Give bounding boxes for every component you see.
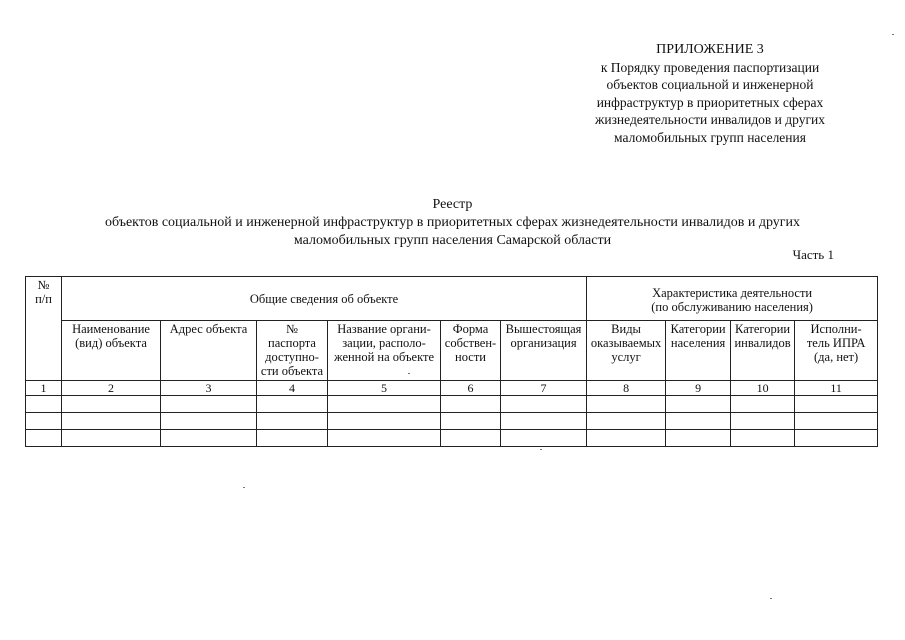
part-label: Часть 1 [792, 247, 834, 262]
scan-speck [540, 449, 542, 450]
table-cell [62, 413, 161, 430]
table-cell [62, 396, 161, 413]
column-header [62, 321, 161, 381]
header-line: инвалидов [734, 336, 791, 350]
column-number: 9 [666, 381, 731, 396]
table-cell [795, 413, 878, 430]
column-number: 1 [26, 381, 62, 396]
header-line: организация [510, 336, 577, 350]
column-number: 7 [501, 381, 587, 396]
column-number: 10 [731, 381, 795, 396]
appendix-line: к Порядку проведения паспортизации [600, 59, 820, 75]
appendix-block [520, 41, 900, 146]
table-cell [257, 430, 328, 447]
table-cell [161, 430, 257, 447]
scan-speck [892, 34, 894, 35]
appendix-line: маломобильных групп населения [614, 129, 806, 145]
table-cell [328, 396, 441, 413]
table-cell [257, 413, 328, 430]
header-line: Вышестоящая [505, 322, 582, 336]
header-line: Форма [452, 322, 489, 336]
header-line: Исполни- [810, 322, 862, 336]
table-cell [161, 413, 257, 430]
column-header [501, 321, 587, 381]
table-cell [441, 396, 501, 413]
table-cell [62, 430, 161, 447]
table-cell [731, 396, 795, 413]
header-line: населения [670, 336, 726, 350]
column-header [441, 321, 501, 381]
group-general-header: Общие сведения об объекте [62, 277, 587, 321]
registry-body [26, 396, 878, 447]
appendix-line: жизнедеятельности инвалидов и других [595, 112, 825, 127]
column-number: 5 [328, 381, 441, 396]
table-cell [328, 413, 441, 430]
table-cell [26, 430, 62, 447]
header-line: Категории [670, 322, 726, 336]
appendix-line: объектов социальной и инженерной [606, 77, 814, 92]
header-line: собствен- [444, 336, 497, 350]
title-line: Реестр [432, 197, 473, 212]
header-line: сти объекта [260, 364, 324, 378]
column-number: 8 [587, 381, 666, 396]
column-number-row [26, 381, 878, 396]
header-line: Наименование [72, 322, 150, 336]
header-line: № [37, 278, 50, 292]
title-line: маломобильных групп населения Самарской области [293, 233, 612, 248]
group-activity-header [587, 277, 878, 321]
column-header [795, 321, 878, 381]
table-cell [501, 430, 587, 447]
header-line: Адрес объекта [169, 322, 248, 336]
header-line: (по обслуживанию населения) [651, 300, 813, 314]
header-line: п/п [35, 292, 52, 306]
appendix-line: инфраструктур в приоритетных сферах [596, 94, 824, 110]
table-row [26, 430, 878, 447]
header-line: услуг [611, 350, 641, 364]
table-cell [501, 413, 587, 430]
header-line: доступно- [265, 350, 319, 364]
scan-speck [408, 373, 410, 374]
table-cell [666, 413, 731, 430]
column-number: 11 [795, 381, 878, 396]
table-cell [26, 413, 62, 430]
table-row [26, 396, 878, 413]
column-header [161, 321, 257, 381]
table-cell [161, 396, 257, 413]
header-line: тель ИПРА [806, 336, 866, 350]
table-cell [666, 396, 731, 413]
column-header [328, 321, 441, 381]
col-num-header [26, 277, 62, 381]
header-line: зации, располо- [342, 336, 426, 350]
table-cell [257, 396, 328, 413]
table-cell [666, 430, 731, 447]
header-line: Название органи- [337, 322, 431, 336]
registry-table [25, 276, 878, 447]
scan-speck [243, 487, 245, 488]
document-title [30, 196, 875, 250]
table-cell [328, 430, 441, 447]
table-cell [501, 396, 587, 413]
table-cell [587, 396, 666, 413]
table-cell [795, 396, 878, 413]
column-number: 4 [257, 381, 328, 396]
header-row-groups [26, 277, 878, 321]
header-line: Характеристика деятельности [652, 286, 813, 300]
column-header [731, 321, 795, 381]
column-header [587, 321, 666, 381]
scan-speck [770, 598, 772, 599]
table-cell [795, 430, 878, 447]
appendix-heading: ПРИЛОЖЕНИЕ 3 [656, 42, 764, 57]
table-cell [731, 430, 795, 447]
column-number: 6 [441, 381, 501, 396]
header-line: Категории [735, 322, 791, 336]
table-cell [441, 413, 501, 430]
column-header [257, 321, 328, 381]
header-line: ности [455, 350, 486, 364]
title-line: объектов социальной и инженерной инфраструктур в приоритетных сферах жизнедеятельности инвалидов и других [104, 215, 801, 230]
column-number: 3 [161, 381, 257, 396]
table-cell [441, 430, 501, 447]
column-header [666, 321, 731, 381]
header-line: (да, нет) [814, 350, 859, 364]
table-cell [587, 413, 666, 430]
header-line: № [286, 322, 298, 336]
table-cell [587, 430, 666, 447]
table-row [26, 413, 878, 430]
header-line: Виды [611, 322, 641, 336]
header-line: оказываемых [590, 336, 662, 350]
table-cell [26, 396, 62, 413]
header-line: женной на объекте [333, 350, 435, 364]
header-line: (вид) объекта [75, 336, 147, 350]
header-row-columns [26, 321, 878, 381]
column-number: 2 [62, 381, 161, 396]
table-cell [731, 413, 795, 430]
header-line: паспорта [268, 336, 316, 350]
